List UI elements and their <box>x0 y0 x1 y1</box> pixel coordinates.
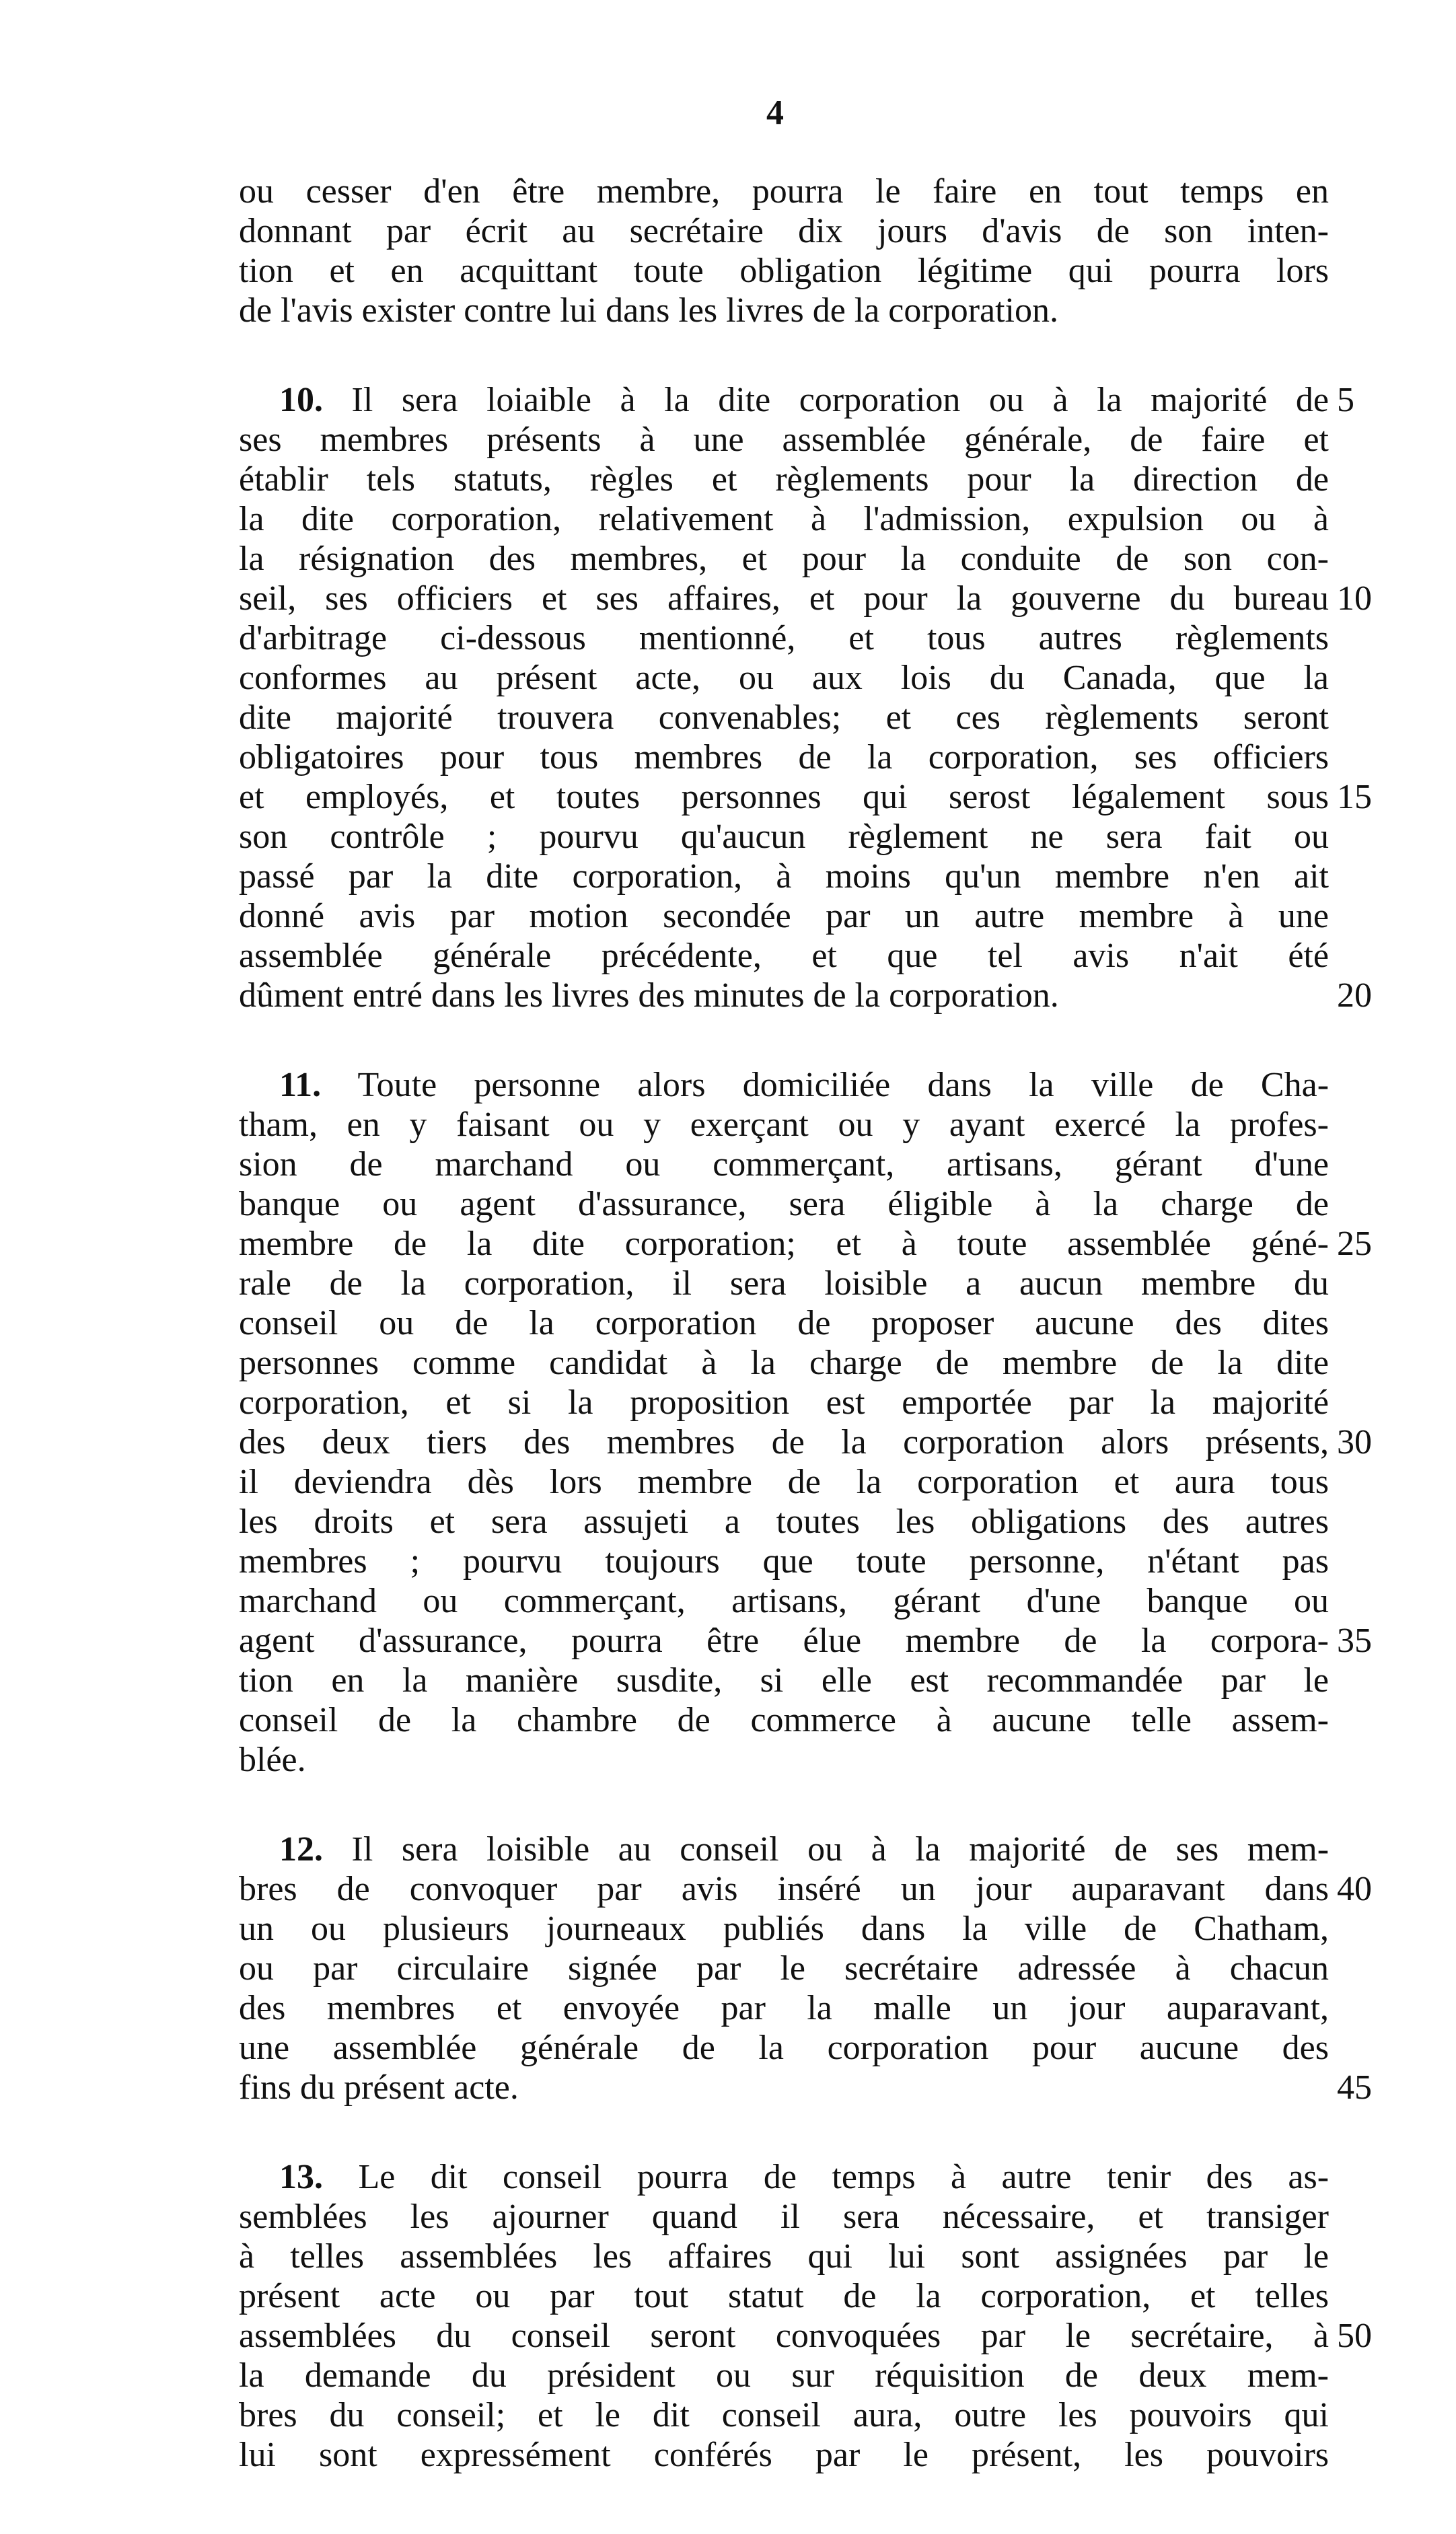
text-line <box>239 1303 1329 1343</box>
text-line <box>239 291 1329 330</box>
section-12 <box>239 1830 1372 2107</box>
text-line <box>239 1581 1329 1621</box>
line-text: tion et en acquittant toute obligation légitime qui pourra lors <box>239 252 1329 290</box>
margin-line-number: 25 <box>1337 1225 1372 1263</box>
section-number: 12. <box>279 1830 323 1869</box>
line-text: tham, en y faisant ou y exerçant ou y ayant exercé la profes- <box>239 1106 1329 1144</box>
line-text: rale de la corporation, il sera loisible a aucun membre du <box>239 1264 1329 1303</box>
text-line <box>239 579 1372 618</box>
text-line <box>239 1740 1329 1780</box>
text-line <box>239 2356 1329 2395</box>
text-line <box>239 658 1329 698</box>
line-text: semblées les ajourner quand il sera nécessaire, et transiger <box>239 2198 1329 2236</box>
section-11 <box>239 1065 1372 1780</box>
margin-line-number: 45 <box>1337 2068 1372 2107</box>
text-line <box>239 1184 1329 1224</box>
section-number: 10. <box>279 381 323 419</box>
margin-line-number: 30 <box>1337 1423 1372 1461</box>
text-line <box>239 1502 1329 1542</box>
line-text: conseil ou de la corporation de proposer aucune des dites <box>239 1304 1329 1342</box>
text-line <box>239 2276 1329 2316</box>
line-text: ou cesser d'en être membre, pourra le faire en tout temps en <box>239 172 1329 211</box>
page-number: 4 <box>766 94 784 132</box>
line-text: de l'avis exister contre lui dans les livres de la corporation. <box>239 291 1058 330</box>
line-text: banque ou agent d'assurance, sera éligible à la charge de <box>239 1185 1329 1223</box>
text-line <box>239 1621 1372 1661</box>
text-line <box>239 1343 1329 1383</box>
text-line <box>239 1462 1329 1502</box>
section-10 <box>239 380 1372 1015</box>
line-text: conformes au présent acte, ou aux lois du Canada, que la <box>239 659 1329 697</box>
line-text: dite majorité trouvera convenables; et ces règlements seront <box>239 698 1329 737</box>
text-line <box>239 1830 1329 1869</box>
text-line <box>239 2316 1372 2356</box>
line-text: blée. <box>239 1741 306 1779</box>
line-text: ses membres présents à une assemblée générale, de faire et <box>239 421 1329 459</box>
line-text: la dite corporation, relativement à l'admission, expulsion ou à <box>239 500 1329 538</box>
text-line <box>239 857 1329 896</box>
line-text: sion de marchand ou commerçant, artisans, gérant d'une <box>239 1145 1329 1184</box>
margin-line-number: 10 <box>1337 579 1372 618</box>
text-line <box>239 1383 1329 1422</box>
margin-line-number: 20 <box>1337 976 1372 1015</box>
text-line <box>239 499 1329 539</box>
line-text: et employés, et toutes personnes qui serost légalement sous <box>239 778 1329 816</box>
text-line <box>239 172 1329 211</box>
line-text: seil, ses officiers et ses affaires, et pour la gouverne du bureau <box>239 579 1329 618</box>
text-line <box>239 1700 1329 1740</box>
line-text: des membres et envoyée par la malle un jour auparavant, <box>239 1989 1329 2027</box>
line-text: tion en la manière susdite, si elle est recommandée par le <box>239 1661 1329 1700</box>
text-line <box>239 2237 1329 2276</box>
line-text: obligatoires pour tous membres de la corporation, ses officiers <box>239 738 1329 776</box>
text-line <box>239 2435 1329 2475</box>
text-line <box>239 936 1329 976</box>
line-text: un ou plusieurs journeaux publiés dans la ville de Chatham, <box>239 1910 1329 1948</box>
text-line <box>239 976 1372 1015</box>
text-line <box>239 1105 1329 1145</box>
text-line <box>239 2395 1329 2435</box>
line-text: corporation, et si la proposition est emportée par la majorité <box>239 1383 1329 1422</box>
margin-line-number: 35 <box>1337 1622 1372 1660</box>
line-text: Il sera loiaible à la dite corporation ou à la majorité de <box>351 381 1329 419</box>
text-line <box>239 460 1329 499</box>
line-text: son contrôle ; pourvu qu'aucun règlement ne sera fait ou <box>239 818 1329 856</box>
margin-line-number: 5 <box>1337 381 1354 419</box>
text-line <box>239 817 1329 857</box>
text-line <box>239 2068 1372 2107</box>
text-line <box>239 1264 1329 1303</box>
line-text: des deux tiers des membres de la corporation alors présents, <box>239 1423 1329 1461</box>
line-text: personnes comme candidat à la charge de membre de la dite <box>239 1344 1329 1382</box>
line-text: conseil de la chambre de commerce à aucune telle assem- <box>239 1701 1329 1739</box>
text-line <box>239 380 1354 420</box>
line-text: les droits et sera assujeti a toutes les obligations des autres <box>239 1503 1329 1541</box>
line-text: à telles assemblées les affaires qui lui sont assignées par le <box>239 2237 1329 2276</box>
line-text: agent d'assurance, pourra être élue membre de la corpora- <box>239 1622 1329 1660</box>
section-13 <box>239 2157 1372 2475</box>
text-line <box>239 2157 1329 2197</box>
line-text: Toute personne alors domiciliée dans la ville de Cha- <box>357 1066 1330 1104</box>
line-text: une assemblée générale de la corporation pour aucune des <box>239 2029 1329 2067</box>
text-line <box>239 1542 1329 1581</box>
text-line <box>239 251 1329 291</box>
text-line <box>239 1949 1329 1988</box>
text-line <box>239 737 1329 777</box>
text-line <box>239 698 1329 737</box>
margin-line-number: 50 <box>1337 2317 1372 2355</box>
text-line <box>239 896 1329 936</box>
line-text: passé par la dite corporation, à moins qu'un membre n'en ait <box>239 857 1329 896</box>
text-line <box>239 1661 1329 1700</box>
text-line <box>239 211 1329 251</box>
text-line <box>239 539 1329 579</box>
line-text: Le dit conseil pourra de temps à autre tenir des as- <box>358 2158 1330 2196</box>
line-text: la demande du président ou sur réquisition de deux mem- <box>239 2356 1329 2395</box>
text-line <box>239 1988 1329 2028</box>
line-text: fins du présent acte. <box>239 2068 519 2107</box>
line-text: bres du conseil; et le dit conseil aura, outre les pouvoirs qui <box>239 2396 1329 2434</box>
line-text: assemblées du conseil seront convoquées par le secrétaire, à <box>239 2317 1329 2355</box>
line-text: présent acte ou par tout statut de la corporation, et telles <box>239 2277 1329 2315</box>
text-line <box>239 618 1329 658</box>
section-number: 11. <box>279 1066 322 1104</box>
line-text: bres de convoquer par avis inséré un jour auparavant dans <box>239 1870 1329 1908</box>
text-line <box>239 1422 1372 1462</box>
text-line <box>239 1224 1372 1264</box>
line-text: lui sont expressément conférés par le présent, les pouvoirs <box>239 2436 1329 2474</box>
body-text <box>239 172 1372 2525</box>
line-text: Il sera loisible au conseil ou à la majorité de ses mem- <box>351 1830 1330 1869</box>
line-text: dûment entré dans les livres des minutes de la corporation. <box>239 976 1059 1015</box>
text-line <box>239 1145 1329 1184</box>
line-text: d'arbitrage ci-dessous mentionné, et tous autres règlements <box>239 619 1329 657</box>
line-text: ou par circulaire signée par le secrétaire adressée à chacun <box>239 1949 1329 1988</box>
line-text: membres ; pourvu toujours que toute personne, n'étant pas <box>239 1542 1329 1581</box>
paragraph-continuation <box>239 172 1329 330</box>
section-number: 13. <box>279 2158 323 2196</box>
text-line <box>239 420 1329 460</box>
text-line <box>239 2028 1329 2068</box>
text-line <box>239 1065 1329 1105</box>
line-text: établir tels statuts, règles et règlements pour la direction de <box>239 460 1329 499</box>
line-text: marchand ou commerçant, artisans, gérant d'une banque ou <box>239 1582 1329 1620</box>
line-text: donnant par écrit au secrétaire dix jours d'avis de son inten- <box>239 212 1329 250</box>
text-line <box>239 1869 1372 1909</box>
margin-line-number: 40 <box>1337 1870 1372 1908</box>
margin-line-number: 15 <box>1337 778 1372 816</box>
text-line <box>239 2197 1329 2237</box>
line-text: donné avis par motion secondée par un autre membre à une <box>239 897 1329 935</box>
line-text: membre de la dite corporation; et à toute assemblée géné- <box>239 1225 1329 1263</box>
line-text: assemblée générale précédente, et que tel avis n'ait été <box>239 937 1329 975</box>
text-line <box>239 777 1372 817</box>
line-text: la résignation des membres, et pour la conduite de son con- <box>239 540 1329 578</box>
line-text: il deviendra dès lors membre de la corporation et aura tous <box>239 1463 1329 1501</box>
text-line <box>239 1909 1329 1949</box>
